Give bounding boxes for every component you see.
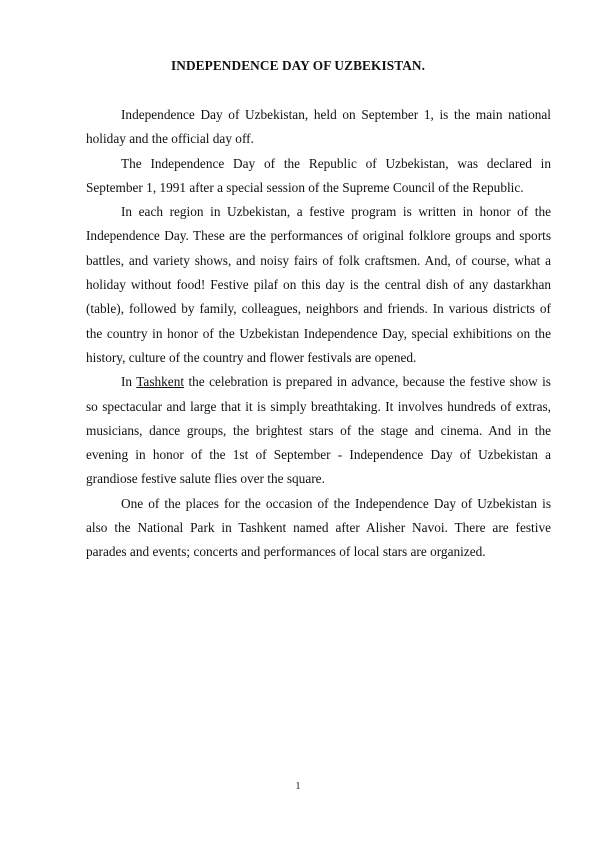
page-number: 1 — [295, 781, 301, 792]
paragraph-national-park: One of the places for the occasion of the Independence Day of Uzbekistan is also the National Park in Tashkent named after Alisher Navoi. There are festive parades and events; concerts and performances of local stars are organized. — [86, 495, 551, 560]
paragraph-tashkent-celebration — [86, 370, 551, 491]
paragraph-holiday-intro: Independence Day of Uzbekistan, held on September 1, is the main national holiday and the official day off. — [86, 107, 551, 147]
paragraph-continuation: the celebration is prepared in advance, because the festive show is so spectacular and large that it is simply breathtaking. It involves hundreds of extras, musicians, dance groups, the brightest stars of the stage and cinema. And in the evening in honor of the 1st of September - Independence Day of Uzbekistan a grandiose festive salute flies over the square. — [86, 374, 551, 487]
paragraph-prefix: In — [121, 374, 137, 390]
document-body — [86, 103, 551, 565]
page-title: INDEPENDENCE DAY OF UZBEKISTAN. — [170, 58, 426, 73]
paragraph-regional-celebrations: In each region in Uzbekistan, a festive program is written in honor of the Independence Day. These are the performances of original folklore groups and sports battles, and variety shows, and noisy fairs of folk craftsmen. And, of course, what a holiday without food! Festive pilaf on this day is the central dish of any dastarkhan (table), followed by family, colleagues, neighbors and friends. In various districts of the country in honor of the Uzbekistan Independence Day, special exhibitions on the history, culture of the country and flower festivals are opened. — [86, 204, 551, 365]
tashkent-link[interactable]: Tashkent — [136, 374, 185, 390]
paragraph-declaration: The Independence Day of the Republic of Uzbekistan, was declared in September 1, 1991 after a special session of the Supreme Council of the Republic. — [86, 155, 551, 195]
